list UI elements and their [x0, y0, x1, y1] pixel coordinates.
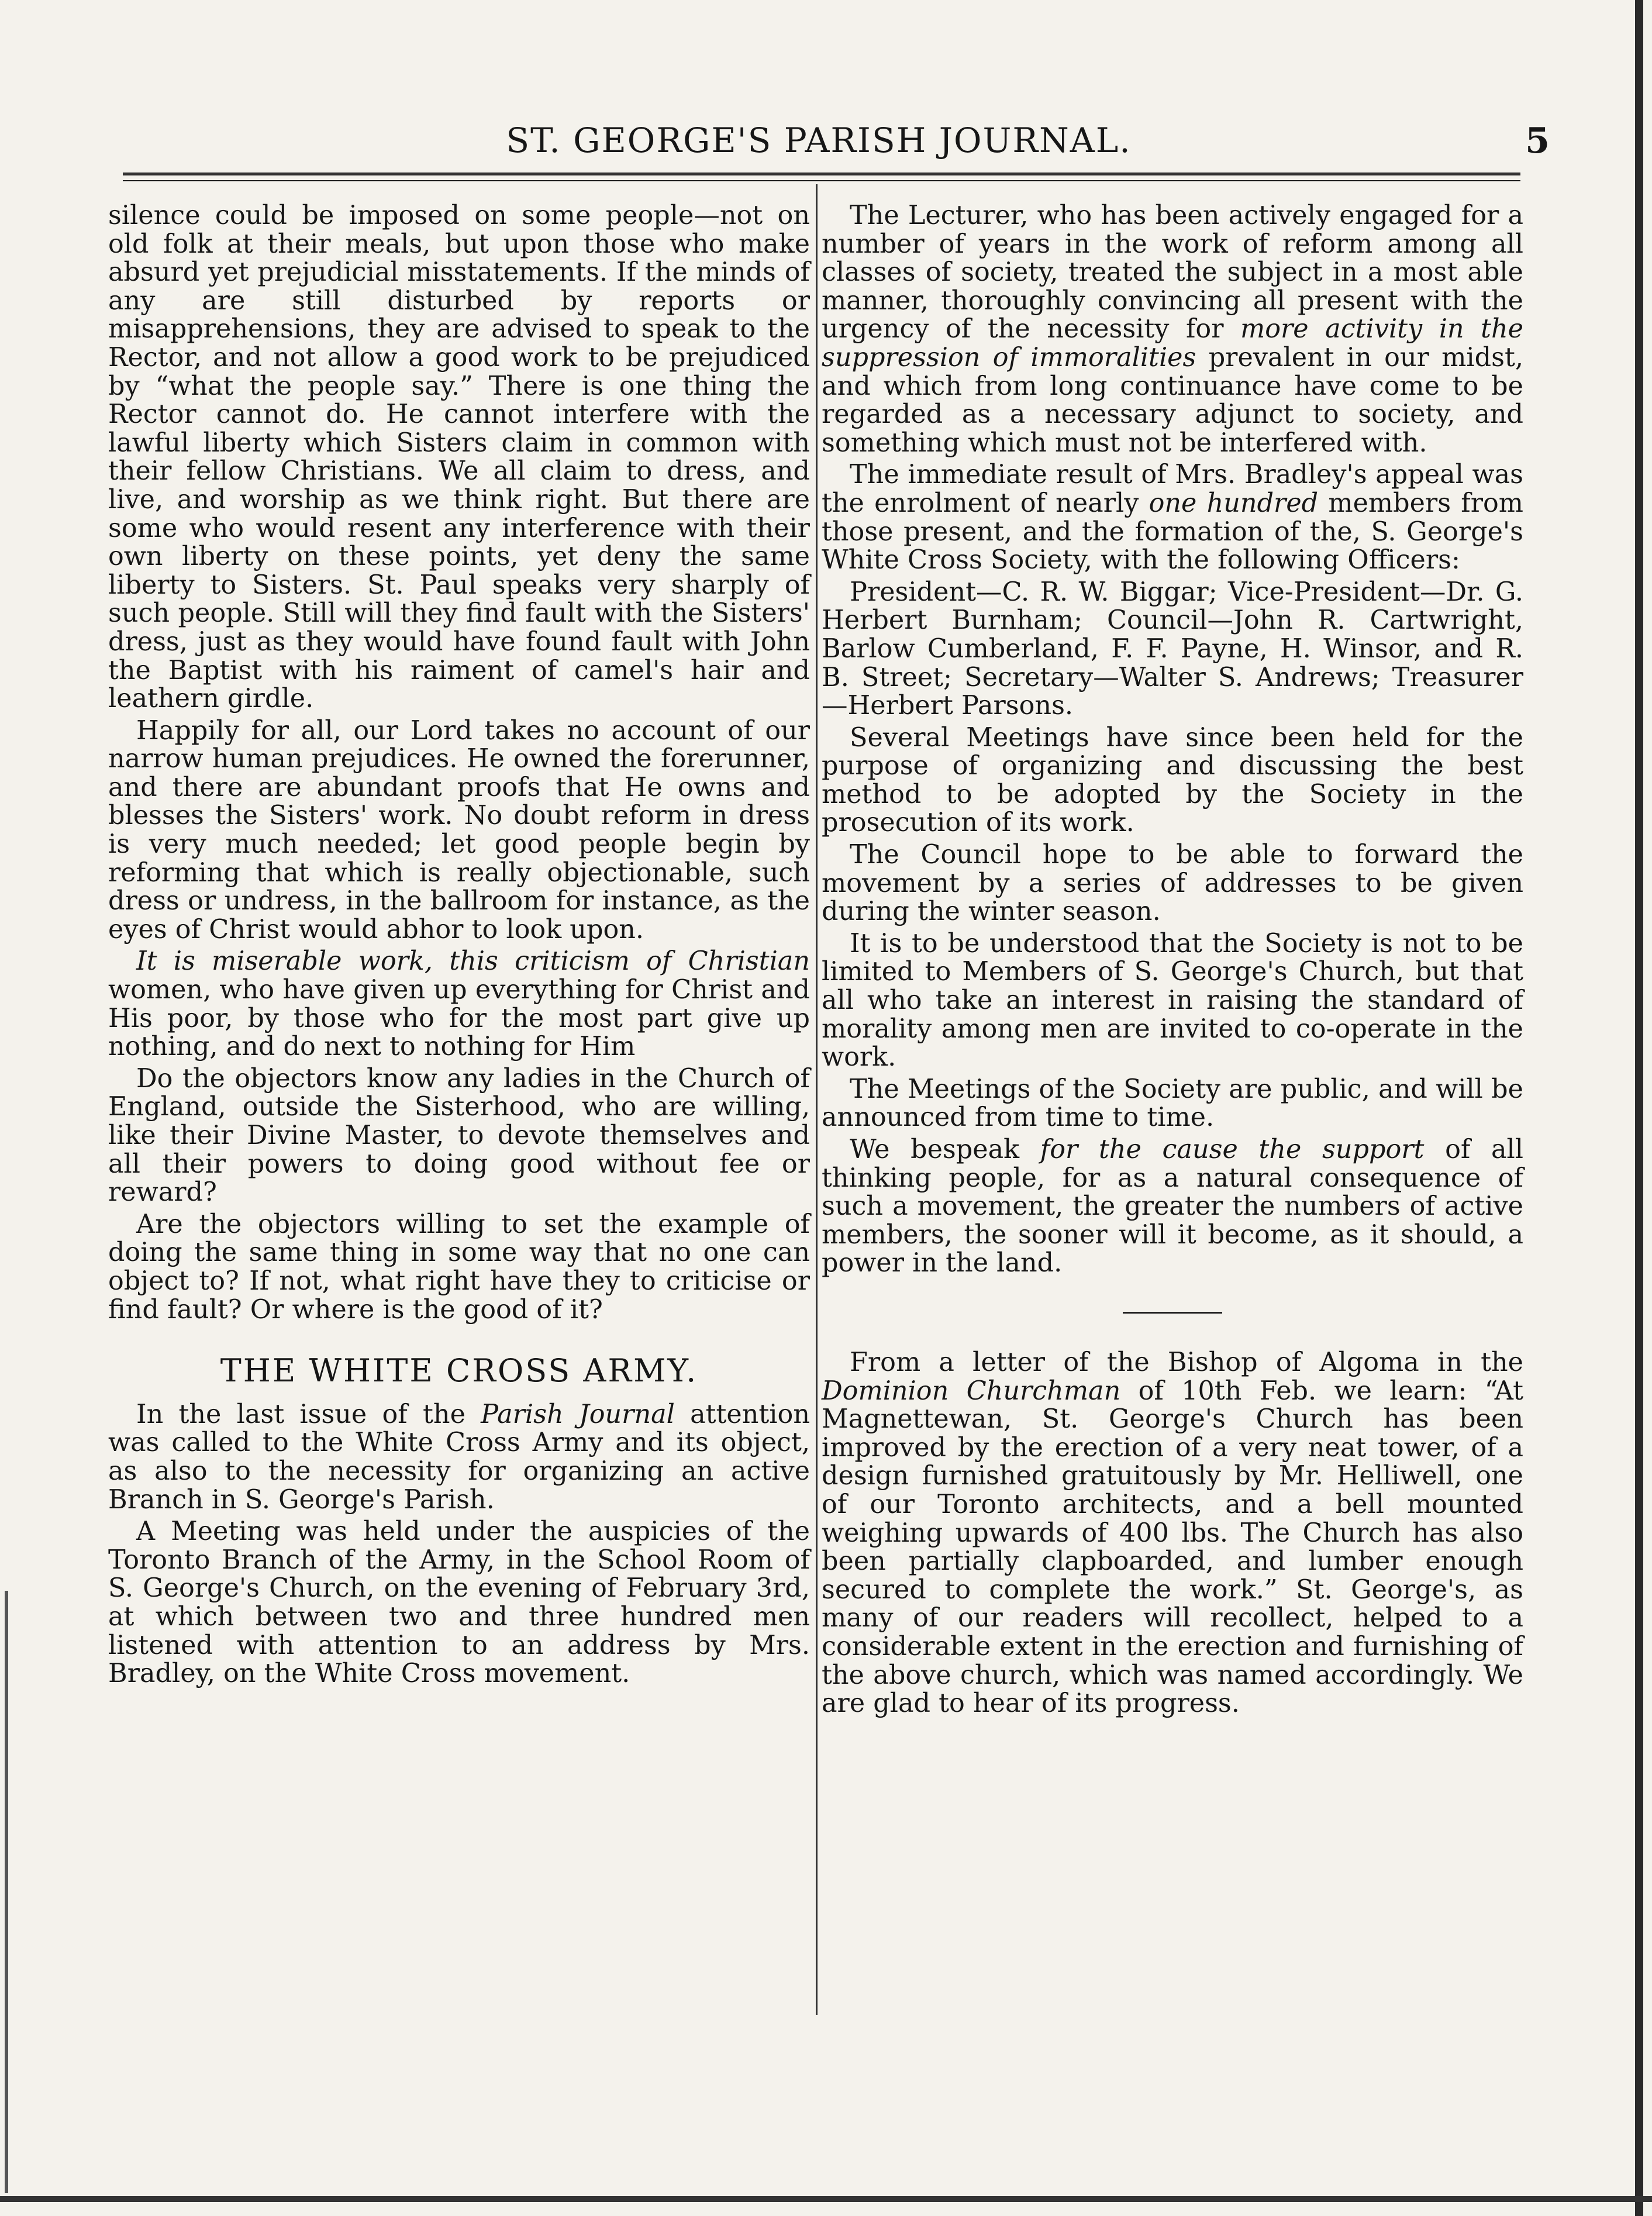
paragraph: It is to be understood that the Society is not to be limited to Members of S. George's Church, but that all who take an interest in raising the standard of morality among men are invited to co-operate in the work. — [822, 928, 1523, 1073]
paragraph — [108, 1401, 810, 1514]
paragraph — [822, 461, 1523, 574]
header-rule-thin — [123, 180, 1520, 181]
column-divider — [816, 184, 818, 2015]
paragraph: President—C. R. W. Biggar; Vice-President—Dr. G. Herbert Burnham; Council—John R. Cartwright, Barlow Cumberland, F. F. Payne, H. Winsor, and R. B. Street; Secretary—Walter S. Andrews; Treasurer—Herbert Parsons. — [822, 577, 1523, 721]
paragraph — [822, 1136, 1523, 1278]
italic-text: Parish Journal — [481, 1399, 675, 1429]
paragraph: silence could be imposed on some people—not on old folk at their meals, but upon those who make absurd yet prejudicial misstatements. If the minds of any are still disturbed by reports or misapprehensions, they are advised to speak to the Rector, and not allow a good work to be prejudiced by “what the people say.” There is one thing the Rector cannot do. He cannot interfere with the lawful liberty which Sisters claim in common with their fellow Christians. We all claim to dress, and live, and worship as we think right. But there are some who would resent any interference with their own liberty on these points, yet deny the same liberty to Sisters. St. Paul speaks very sharply of such people. Still will they find fault with the Sisters' dress, just as they would have found fault with John the Baptist with his raiment of camel's hair and leathern girdle. — [108, 201, 810, 714]
paragraph-text: The Lecturer, who has been actively engaged for a number of years in the work of reform among all classes of society, treated the subject in a most able manner, thoroughly convincing all present with the urgency of the necessity for — [822, 201, 1523, 344]
paragraph: Are the objectors willing to set the example of doing the same thing in some way that no one can object to? If not, what right have they to criticise or find fault? Or where is the good of it? — [108, 1209, 810, 1325]
paragraph: The Council hope to be able to forward the movement by a series of addresses to be given during the winter season. — [822, 840, 1523, 927]
italic-text: more activity in the suppression of immoralities — [822, 314, 1523, 373]
italic-text: one hundred — [1149, 488, 1319, 518]
paragraph: Several Meetings have since been held for the purpose of organizing and discussing the best method to be adopted by the Society in the prosecution of its work. — [822, 722, 1523, 838]
paragraph-text: From a letter of the Bishop of Algoma in the — [850, 1347, 1523, 1377]
paragraph: A Meeting was held under the auspicies of the Toronto Branch of the Army, in the School Room of S. George's Church, on the evening of February 3rd, at which between two and three hundred men listened with attention to an address by Mrs. Bradley, on the White Cross movement. — [108, 1517, 810, 1689]
paragraph-text: members from those present, and the formation of the, S. George's White Cross Society, with the following Officers: — [822, 488, 1523, 575]
paragraph-text: In the last issue of the — [136, 1399, 481, 1429]
paragraph-text: attention was called to the White Cross Army and its object, as also to the necessity for organizing an active Branch in S. George's Parish. — [108, 1399, 810, 1515]
page-number: 5 — [1525, 120, 1550, 161]
italic-text: It is miserable work, this criticism of Christian — [136, 946, 810, 977]
paragraph-text: women, who have given up everything for Christ and His poor, by those who for the most part give up nothing, and do next to nothing for Him — [108, 975, 810, 1062]
page-edge-right — [1635, 0, 1643, 2216]
left-column — [108, 202, 810, 1692]
header-rule — [123, 173, 1520, 177]
paragraph: Do the objectors know any ladies in the Church of England, outside the Sisterhood, who are willing, like their Divine Master, to devote themselves and all their powers to doing good without fee or reward? — [108, 1063, 810, 1208]
page-edge-left — [5, 1591, 8, 2193]
journal-title: ST. GEORGE'S PARISH JOURNAL. — [506, 120, 1132, 160]
running-head — [88, 117, 1550, 164]
paragraph — [822, 1349, 1523, 1718]
italic-text: Dominion Churchman — [822, 1376, 1121, 1406]
paragraph-text: of all thinking people, for as a natural consequence of such a movement, the greater the numbers of active members, the sooner will it become, as it should, a power in the land. — [822, 1135, 1523, 1278]
paragraph — [822, 202, 1523, 457]
paragraph-text: We bespeak — [850, 1135, 1040, 1164]
paragraph-text: The immediate result of Mrs. Bradley's appeal was the enrolment of nearly — [822, 460, 1523, 518]
section-heading: THE WHITE CROSS ARMY. — [220, 1352, 698, 1390]
section-divider — [1123, 1312, 1222, 1314]
paragraph: The Meetings of the Society are public, and will be announced from time to time. — [822, 1074, 1523, 1133]
page-edge-bottom — [0, 2196, 1652, 2202]
paragraph — [108, 947, 810, 1061]
paragraph: Happily for all, our Lord takes no account of our narrow human prejudices. He owned the forerunner, and there are abundant proofs that He owns and blesses the Sisters' work. No doubt reform in dress is very much needed; let good people begin by reforming that which is really objectionable, such dress or undress, in the ballroom for instance, as the eyes of Christ would abhor to look upon. — [108, 715, 810, 945]
right-column — [822, 202, 1523, 1722]
paragraph-text: prevalent in our midst, and which from long continuance have come to be regarded as a necessary adjunct to society, and something which must not be interfered with. — [822, 342, 1523, 458]
paragraph-text: of 10th Feb. we learn: “At Magnettewan, St. George's Church has been improved by the erection of a very neat tower, of a design furnished gratuitously by Mr. Helliwell, one of our Toronto architects, and a bell mounted weighing upwards of 400 lbs. The Church has also been partially clapboarded, and lumber enough secured to complete the work.” St. George's, as many of our readers will recollect, helped to a considerable extent in the erection and furnishing of the above church, which was named accordingly. We are glad to hear of its progress. — [822, 1376, 1523, 1719]
italic-text: for the cause the support — [1040, 1135, 1425, 1164]
